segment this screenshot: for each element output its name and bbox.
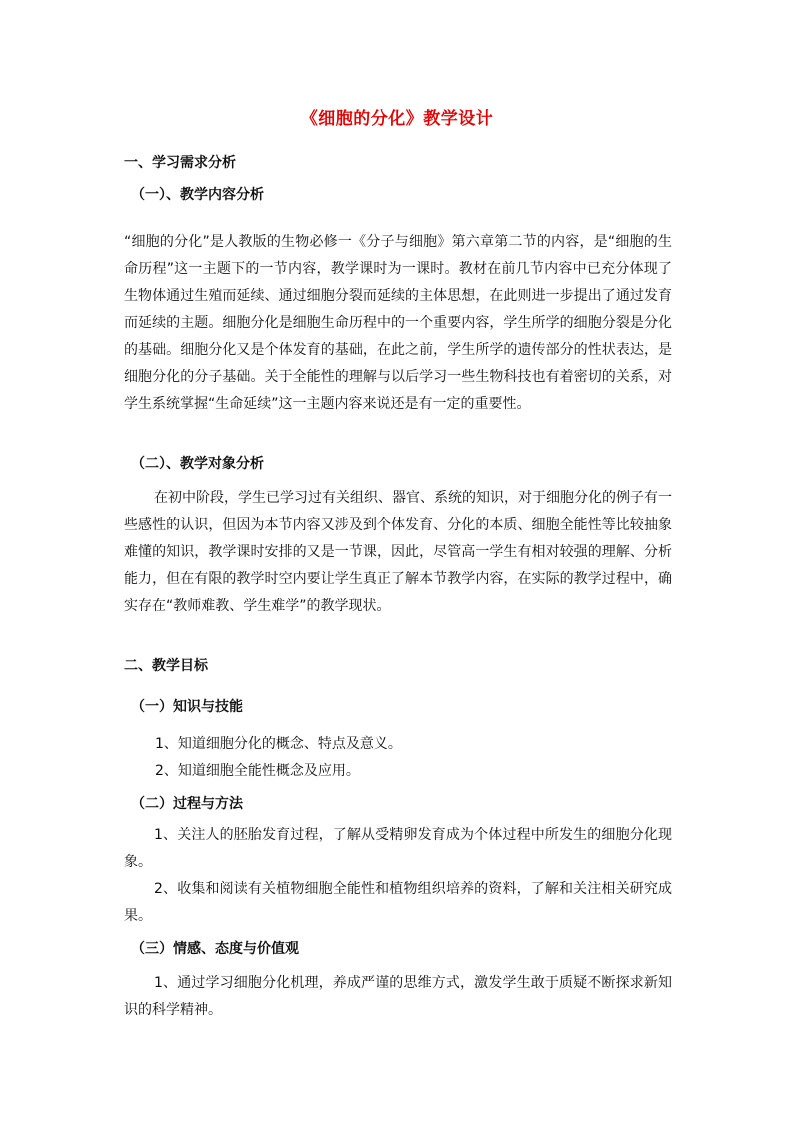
subheading-knowledge-skills: （一）知识与技能 bbox=[131, 699, 243, 715]
document-title: 《细胞的分化》教学设计 bbox=[300, 109, 494, 129]
objective-item: 2、知道细胞全能性概念及应用。 bbox=[155, 763, 360, 779]
attitude-item: 1、通过学习细胞分化机理，养成严谨的思维方式，激发学生敢于质疑不断探求新知识的科学精神。 bbox=[124, 975, 672, 1018]
process-item: 2、收集和阅读有关植物细胞全能性和植物组织培养的资料，了解和关注相关研究成果。 bbox=[124, 881, 672, 924]
section-heading-objectives: 二、教学目标 bbox=[124, 658, 208, 674]
subheading-attitudes-values: （三）情感、态度与价值观 bbox=[131, 941, 299, 957]
paragraph-content-analysis: “细胞的分化”是人教版的生物必修一《分子与细胞》第六章第二节的内容，是“细胞的生命历程”这一主题下的一节内容，教学课时为一课时。教材在前几节内容中已充分体现了生物体通过生殖而延续、通过细胞分裂而延续的主体思想，在此则进一步提出了通过发育而延续的主题。细胞分化是细胞生命历程中的一个重要内容，学生所学的细胞分裂是分化的基础。细胞分化又是个体发育的基础，在此之前，学生所学的遗传部分的性状表达，是细胞分化的分子基础。关于全能性的理解与以后学习一些生物科技也有着密切的关系，对学生系统掌握“生命延续”这一主题内容来说还是有一定的重要性。 bbox=[124, 234, 672, 412]
subheading-audience-analysis: （二）、教学对象分析 bbox=[131, 456, 264, 472]
subheading-process-methods: （二）过程与方法 bbox=[131, 796, 243, 812]
section-heading-needs-analysis: 一、学习需求分析 bbox=[124, 155, 236, 171]
paragraph-audience-analysis: 在初中阶段，学生已学习过有关组织、器官、系统的知识，对于细胞分化的例子有一些感性的认识，但因为本节内容又涉及到个体发育、分化的本质、细胞全能性等比较抽象难懂的知识，教学课时安排的又是一节课，因此，尽管高一学生有相对较强的理解、分析能力，但在有限的教学时空内要让学生真正了解本节教学内容，在实际的教学过程中，确实存在“教师难教、学生难学”的教学现状。 bbox=[124, 490, 672, 614]
objective-item: 1、知道细胞分化的概念、特点及意义。 bbox=[155, 736, 402, 752]
subheading-content-analysis: （一）、教学内容分析 bbox=[131, 187, 264, 203]
process-item: 1、关注人的胚胎发育过程，了解从受精卵发育成为个体过程中所发生的细胞分化现象。 bbox=[124, 827, 672, 870]
